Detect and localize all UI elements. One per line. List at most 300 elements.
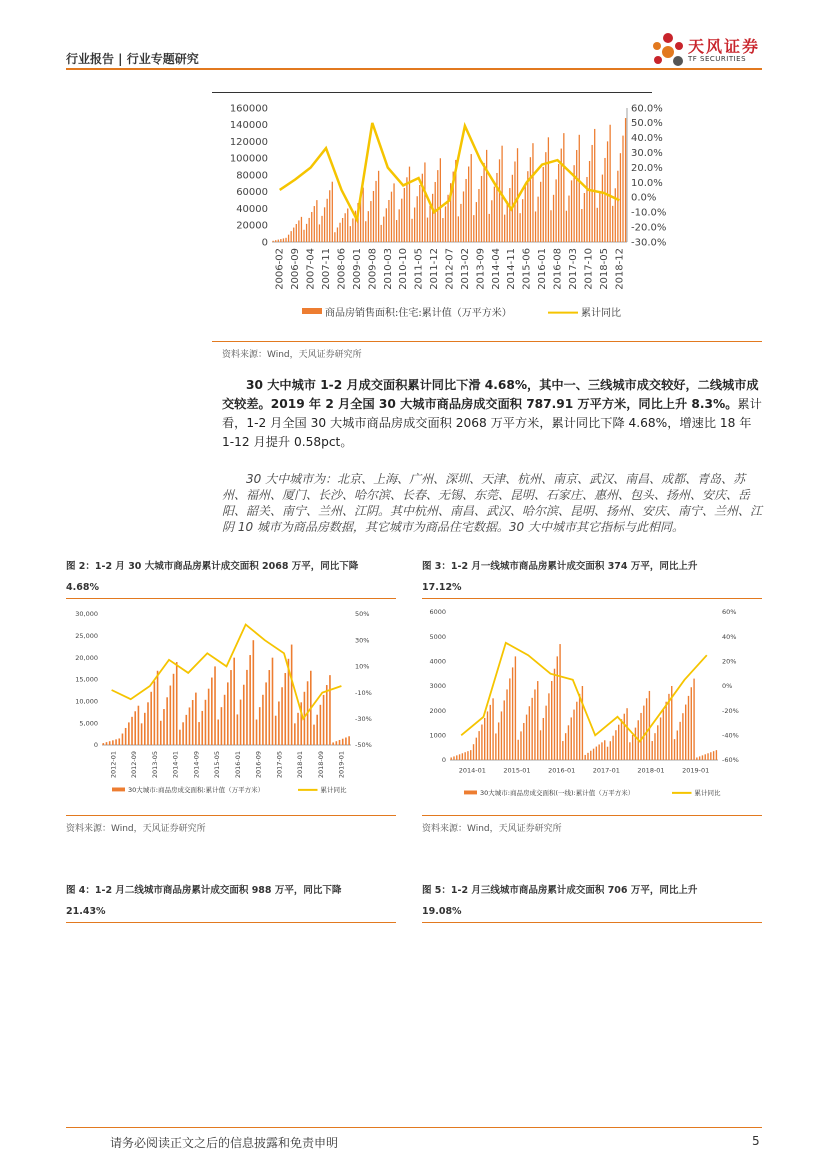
bar	[707, 753, 708, 760]
fig2-title-line2: 4.68%	[66, 582, 99, 593]
legend-bar-swatch	[112, 788, 125, 792]
bar	[451, 757, 452, 760]
bar	[262, 695, 264, 745]
bar	[256, 720, 258, 745]
bar	[337, 227, 338, 242]
bar	[339, 223, 340, 242]
bar	[419, 185, 420, 242]
bar	[253, 640, 255, 745]
bar	[668, 694, 669, 760]
fig3-title	[422, 556, 762, 598]
bar	[553, 195, 554, 242]
fig2-title	[66, 556, 396, 598]
bar	[473, 215, 474, 242]
bar	[532, 143, 533, 242]
y-left-tick-label: 5,000	[79, 719, 98, 728]
fig2-source: 资料来源：Wind，天风证券研究所	[66, 824, 206, 834]
bar	[604, 158, 605, 242]
y-right-tick-label: -30.0%	[631, 237, 667, 249]
bar	[685, 705, 686, 760]
bar	[679, 722, 680, 760]
y-right-tick-label: 40%	[722, 632, 737, 641]
bar	[615, 188, 616, 242]
x-tick-label: 2014-01	[458, 766, 486, 775]
bar	[396, 220, 397, 242]
bar	[298, 220, 299, 242]
y-left-tick-label: 10,000	[75, 697, 98, 706]
bar	[699, 756, 700, 760]
para-city-list-text: 30 大中城市为：北京、上海、广州、深圳、天津、杭州、南京、武汉、南昌、成都、青岛、苏州、福州、厦门、长沙、哈尔滨、长春、无锡、东莞、昆明、石家庄、惠州、包头、扬州、安庆、岳阳、韶关、南宁、兰州、江阴。其中杭州、南昌、武汉、哈尔滨、昆明、扬州、安庆、南宁、兰州、江阴 10 城市为商品房数据，其它城市为商品住宅数据。30 大中城市其它指标与此相同。	[222, 472, 763, 534]
footer-disclaimer: 请务必阅读正文之后的信息披露和免责申明	[110, 1136, 339, 1150]
bar	[476, 738, 477, 760]
legend-bar-label: 30大城市:商品房成交面积:累计值（万平方米）	[128, 786, 265, 794]
x-tick-label: 2015-01	[503, 766, 531, 775]
y-right-tick-label: 0%	[722, 682, 733, 691]
bar	[281, 687, 283, 745]
x-tick-label: 2014-11	[506, 248, 518, 290]
y-right-tick-label: 60%	[722, 608, 737, 617]
x-tick-label: 2007-04	[305, 248, 317, 290]
y-left-tick-label: 25,000	[75, 632, 98, 640]
bar	[182, 722, 184, 745]
bar	[523, 723, 524, 760]
bar	[173, 674, 175, 745]
x-tick-label: 2017-03	[567, 248, 579, 290]
bar	[484, 718, 485, 760]
bar	[368, 211, 369, 242]
x-tick-label: 2016-01	[548, 766, 576, 775]
bar	[563, 133, 564, 242]
bar	[487, 711, 488, 760]
bar	[350, 226, 351, 242]
report-header-label: 行业报告 | 行业专题研究	[66, 52, 199, 66]
bar	[227, 682, 229, 745]
bar	[122, 734, 124, 745]
y-right-tick-label: 20%	[722, 657, 737, 666]
bar	[278, 701, 280, 745]
bar	[406, 177, 407, 242]
x-tick-label: 2017-10	[583, 248, 595, 290]
bar	[492, 698, 493, 760]
bar	[643, 706, 644, 760]
x-tick-label: 2015-05	[213, 751, 222, 779]
bar	[548, 137, 549, 242]
bar	[221, 707, 223, 745]
x-tick-label: 2012-07	[444, 248, 456, 290]
bar	[329, 190, 330, 242]
fig3-title-line2: 17.12%	[422, 582, 462, 593]
bar	[562, 741, 563, 760]
fig3-source: 资料来源：Wind，天风证券研究所	[422, 824, 562, 834]
bar	[163, 709, 165, 745]
x-tick-label: 2013-05	[150, 751, 159, 779]
x-tick-label: 2014-01	[171, 751, 180, 779]
bar	[320, 705, 322, 745]
bar	[584, 193, 585, 242]
bar	[278, 240, 279, 242]
bar	[535, 211, 536, 242]
x-tick-label: 2019-01	[337, 751, 346, 779]
bar	[607, 747, 608, 760]
bar	[399, 209, 400, 242]
x-tick-label: 2013-02	[459, 248, 471, 290]
bar	[347, 209, 348, 243]
y-left-tick-label: 3000	[429, 682, 446, 691]
bar	[710, 752, 711, 760]
bar	[463, 191, 464, 242]
bar	[314, 206, 315, 242]
bar	[440, 158, 441, 242]
bar	[160, 721, 162, 745]
bar	[342, 218, 343, 242]
bar	[489, 214, 490, 242]
bar	[370, 201, 371, 242]
bar	[348, 736, 350, 745]
bar	[297, 713, 299, 745]
bar	[481, 176, 482, 242]
bar	[621, 719, 622, 760]
y-left-tick-label: 4000	[429, 657, 446, 666]
bar	[456, 755, 457, 760]
page-number: 5	[752, 1134, 760, 1148]
bar	[432, 194, 433, 242]
legend-bar-label: 商品房销售面积:住宅:累计值（万平方米）	[325, 308, 512, 319]
bar	[534, 689, 535, 760]
bar	[522, 199, 523, 242]
bar	[617, 171, 618, 242]
bar	[316, 715, 318, 745]
bar	[103, 743, 105, 745]
bar	[566, 211, 567, 242]
bar	[515, 656, 516, 760]
y-left-tick-label: 1000	[429, 731, 446, 740]
bar	[688, 696, 689, 760]
bar	[555, 179, 556, 242]
x-tick-label: 2015-06	[521, 248, 533, 290]
bar	[411, 219, 412, 242]
bar	[115, 739, 117, 745]
x-tick-label: 2013-09	[475, 248, 487, 290]
bar	[381, 225, 382, 242]
y-left-tick-label: 100000	[229, 153, 268, 165]
y-left-tick-label: 120000	[229, 136, 268, 148]
bar	[601, 742, 602, 760]
bar	[504, 215, 505, 242]
bar	[581, 209, 582, 242]
bar	[682, 713, 683, 760]
bar	[303, 230, 304, 242]
tf-logo-icon	[650, 30, 686, 70]
y-left-tick-label: 15,000	[75, 675, 98, 684]
bar	[465, 179, 466, 242]
bar	[486, 150, 487, 242]
bar	[609, 125, 610, 242]
y-right-tick-label: 60.0%	[631, 103, 663, 115]
bar	[537, 197, 538, 242]
bar	[468, 167, 469, 242]
legend-bar-swatch	[302, 308, 322, 314]
x-tick-label: 2018-12	[614, 248, 626, 290]
bar	[530, 157, 531, 242]
para-summary-bold: 30 大中城市 1-2 月成交面积累计同比下滑 4.68%，其中一、三线城市成交较好，二线城市成交较差。2019 年 2 月全国 30 大城市商品房成交面积 787.91 万平方米，同比上升 8.3%。	[222, 378, 759, 411]
bar	[632, 735, 633, 760]
bar	[543, 718, 544, 760]
bar	[388, 200, 389, 242]
bar	[128, 722, 130, 745]
x-tick-label: 2006-02	[274, 248, 286, 290]
y-right-tick-label: 40.0%	[631, 133, 663, 145]
bar	[224, 695, 226, 745]
bar	[677, 730, 678, 760]
legend-line-label: 累计同比	[694, 789, 721, 797]
bar	[604, 740, 605, 760]
bar	[551, 681, 552, 760]
bar	[327, 199, 328, 242]
bar	[537, 681, 538, 760]
bar	[109, 741, 111, 745]
y-left-tick-label: 60000	[236, 187, 268, 199]
bar	[319, 224, 320, 242]
bar	[713, 751, 714, 760]
x-tick-label: 2014-04	[490, 248, 502, 290]
bar	[589, 161, 590, 242]
bar	[545, 152, 546, 242]
fig2-top-rule	[66, 598, 396, 599]
bar	[596, 747, 597, 760]
bar	[332, 742, 334, 745]
bar	[311, 212, 312, 242]
bar	[716, 750, 717, 760]
x-tick-label: 2018-01	[296, 751, 305, 779]
bar	[273, 241, 274, 242]
bar	[576, 150, 577, 242]
legend-bar-swatch	[464, 791, 477, 795]
bar	[240, 700, 242, 745]
bar	[640, 713, 641, 760]
x-tick-label: 2011-12	[429, 248, 441, 290]
bar	[309, 218, 310, 242]
x-tick-label: 2018-09	[316, 751, 325, 779]
legend-bar-label: 30大城市:商品房成交面积(一线):累计值（万平方米）	[480, 789, 635, 797]
bar	[571, 717, 572, 760]
bar	[512, 667, 513, 760]
bar	[118, 738, 120, 745]
bar	[509, 188, 510, 242]
bar	[545, 706, 546, 760]
y-left-tick-label: 2000	[429, 706, 446, 715]
bar	[587, 753, 588, 760]
bar	[176, 662, 178, 745]
bar	[445, 206, 446, 242]
y-left-tick-label: 20,000	[75, 653, 98, 662]
bar	[591, 145, 592, 242]
x-tick-label: 2011-05	[413, 248, 425, 290]
x-tick-label: 2016-09	[254, 751, 263, 779]
bar	[490, 705, 491, 760]
y-right-tick-label: -10%	[355, 688, 372, 697]
bar	[585, 755, 586, 760]
bar	[478, 731, 479, 760]
bar	[363, 188, 364, 242]
bar	[481, 725, 482, 760]
bar	[334, 232, 335, 242]
bar	[208, 689, 210, 745]
bar	[237, 714, 239, 745]
bar	[693, 679, 694, 760]
legend-line-label: 累计同比	[581, 308, 621, 319]
bar	[214, 666, 216, 745]
para-summary-normal: 累计看，1-2 月全国 30 大城市商品房成交面积 2068 万平方米，累计同比下降 4.68%，增速比 18 年 1-12 月提升 0.58pct。	[222, 397, 762, 449]
bar	[284, 673, 286, 745]
bar	[646, 698, 647, 760]
bar	[386, 208, 387, 242]
bar	[529, 706, 530, 760]
bar	[280, 239, 281, 242]
bar	[321, 216, 322, 242]
para-summary	[222, 376, 762, 452]
bar	[649, 691, 650, 760]
bar	[427, 218, 428, 242]
bar	[429, 206, 430, 242]
bar	[259, 707, 261, 745]
bar	[401, 199, 402, 242]
fig3-bottom-rule	[422, 815, 762, 816]
legend-line-label: 累计同比	[320, 786, 347, 794]
y-left-tick-label: 160000	[229, 103, 268, 115]
x-tick-label: 2007-11	[321, 248, 333, 290]
x-tick-label: 2008-06	[336, 248, 348, 290]
bar	[198, 722, 200, 745]
bar	[540, 730, 541, 760]
x-tick-label: 2016-08	[552, 248, 564, 290]
y-right-tick-label: 0.0%	[631, 192, 657, 204]
bar	[594, 129, 595, 242]
bar	[467, 751, 468, 760]
bar	[624, 714, 625, 760]
x-tick-label: 2012-01	[109, 751, 118, 779]
bar	[548, 693, 549, 760]
bar	[442, 218, 443, 242]
bar	[705, 754, 706, 760]
y-right-tick-label: 30.0%	[631, 148, 663, 159]
bar	[470, 750, 471, 760]
fig3-top-rule	[422, 598, 762, 599]
y-right-tick-label: 10.0%	[631, 177, 663, 189]
chart1-top-rule	[212, 92, 652, 93]
bar	[393, 183, 394, 242]
bar	[345, 738, 347, 745]
x-tick-label: 2014-09	[192, 751, 201, 779]
bar	[618, 725, 619, 760]
bar	[316, 200, 317, 242]
bar	[620, 153, 621, 242]
chart1-source: 资料来源：Wind，天风证券研究所	[222, 350, 362, 360]
bar	[576, 702, 577, 760]
bar	[473, 744, 474, 760]
bar	[597, 208, 598, 242]
bar	[652, 741, 653, 760]
bar	[291, 231, 292, 242]
bar	[494, 187, 495, 242]
fig4-title-line2: 21.43%	[66, 906, 106, 917]
y-left-tick-label: 140000	[229, 120, 268, 132]
x-tick-label: 2012-09	[130, 751, 139, 779]
bar	[391, 192, 392, 242]
bar	[571, 180, 572, 242]
bar	[491, 200, 492, 242]
y-right-tick-label: 30%	[355, 636, 370, 645]
bar	[138, 706, 140, 745]
bar	[265, 682, 267, 745]
bar	[579, 135, 580, 242]
bar	[504, 700, 505, 760]
bar	[663, 710, 664, 760]
bar	[283, 238, 284, 242]
y-right-tick-label: -50%	[355, 741, 372, 750]
bar	[610, 741, 611, 760]
bar	[568, 725, 569, 760]
bar	[518, 740, 519, 760]
bar	[365, 221, 366, 242]
x-tick-label: 2018-01	[637, 766, 665, 775]
bar	[626, 708, 627, 760]
bar	[205, 700, 207, 745]
y-left-tick-label: 30,000	[75, 610, 98, 619]
bar	[478, 189, 479, 242]
bar	[144, 713, 146, 745]
bar	[654, 733, 655, 760]
y-right-tick-label: -40%	[722, 731, 739, 740]
bar	[629, 742, 630, 760]
x-tick-label: 2006-09	[290, 248, 302, 290]
bar	[179, 730, 181, 745]
bar	[696, 757, 697, 760]
fig5-top-rule	[422, 922, 762, 923]
bar	[495, 733, 496, 760]
y-right-tick-label: 20.0%	[631, 162, 663, 174]
bar	[313, 725, 315, 745]
bar	[301, 217, 302, 242]
bar	[499, 159, 500, 242]
y-left-tick-label: 6000	[429, 608, 446, 617]
x-tick-label: 2010-10	[398, 248, 410, 290]
y-left-tick-label: 0	[261, 237, 268, 249]
bar	[593, 749, 594, 760]
bar	[665, 702, 666, 760]
bar	[233, 658, 235, 745]
chart1-housing-sales	[212, 96, 672, 328]
x-tick-label: 2016-01	[233, 751, 242, 779]
bar	[598, 744, 599, 760]
bar	[230, 670, 232, 745]
x-tick-label: 2010-03	[382, 248, 394, 290]
bar	[306, 224, 307, 242]
bar	[345, 213, 346, 242]
bar	[339, 740, 341, 745]
logo-subtext: TF SECURITIES	[688, 55, 747, 63]
bar	[166, 697, 168, 745]
bar	[186, 715, 188, 745]
bar	[157, 671, 159, 745]
bar	[383, 217, 384, 242]
bar	[464, 752, 465, 760]
bar	[622, 136, 623, 242]
bar	[275, 716, 277, 745]
bar	[246, 670, 248, 745]
chart1-bottom-rule	[212, 341, 762, 342]
bar	[342, 739, 344, 745]
bar	[243, 685, 245, 745]
